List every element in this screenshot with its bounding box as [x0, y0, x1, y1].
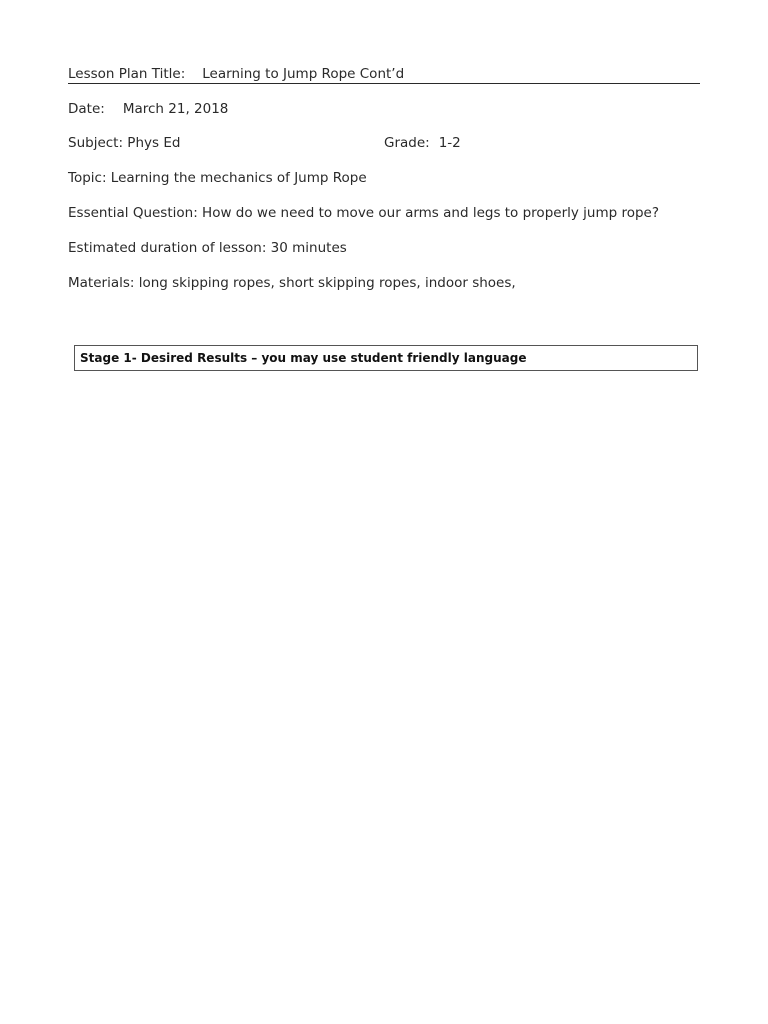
date-value: March 21, 2018 [122, 101, 229, 117]
stage1-heading: Stage 1- Desired Results – you may use student friendly language [80, 351, 527, 365]
subject-row [68, 134, 700, 152]
subject-text: Subject: Phys Ed [68, 135, 181, 151]
lesson-title-row [68, 65, 700, 84]
materials-row: Materials: long skipping ropes, short skipping ropes, indoor shoes, [68, 275, 516, 291]
title-value: Learning to Jump Rope Cont’d [202, 66, 405, 82]
topic-row: Topic: Learning the mechanics of Jump Rope [68, 170, 367, 186]
title-label: Lesson Plan Title: [68, 66, 186, 82]
grade-field [384, 134, 461, 152]
date-label: Date: [68, 101, 105, 117]
grade-value: 1-2 [438, 135, 461, 151]
stage1-header-box [74, 345, 698, 371]
date-row [68, 100, 228, 118]
essential-question-row: Essential Question: How do we need to move our arms and legs to properly jump rope? [68, 205, 660, 221]
grade-label: Grade: [384, 135, 430, 151]
duration-row: Estimated duration of lesson: 30 minutes [68, 240, 347, 256]
